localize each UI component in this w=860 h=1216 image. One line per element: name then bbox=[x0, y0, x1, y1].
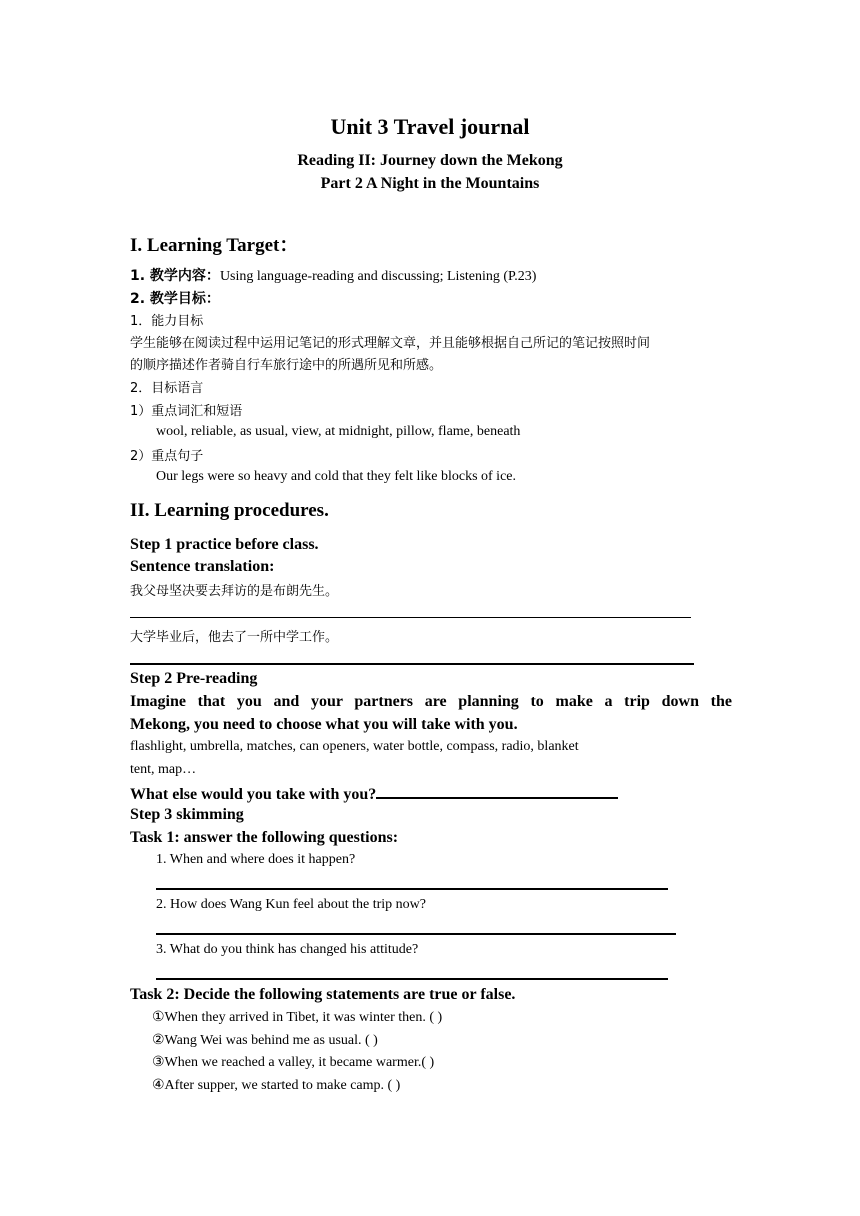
task1-heading: Task 1: answer the following questions: bbox=[130, 829, 399, 846]
teaching-content-label: 1. 教学内容： bbox=[130, 268, 220, 284]
section-heading-learning-target: I. Learning Target： bbox=[130, 235, 299, 256]
question-2: 2. How does Wang Kun feel about the trip now? bbox=[156, 897, 426, 912]
question-1-answer-line[interactable] bbox=[156, 888, 668, 890]
step2-heading: Step 2 Pre-reading bbox=[130, 670, 258, 687]
prereading-prompt-line1: Imagine that you and your partners are planning to make a trip down the bbox=[130, 693, 732, 710]
translation-sentence-1: 我父母坚决要去拜访的是布朗先生。 bbox=[130, 584, 339, 599]
question-2-answer-line[interactable] bbox=[156, 933, 676, 935]
teaching-content-text: Using language-reading and discussing; Listening (P.23) bbox=[219, 269, 537, 284]
statement-2: ②Wang Wei was behind me as usual. ( ) bbox=[152, 1033, 378, 1048]
what-else-answer-blank[interactable] bbox=[376, 783, 618, 799]
step3-heading: Step 3 skimming bbox=[130, 806, 244, 823]
statement-4: ④After supper, we started to make camp. ( ) bbox=[152, 1078, 401, 1093]
answer-line-1[interactable] bbox=[130, 617, 691, 618]
subtitle-reading: Reading II: Journey down the Mekong bbox=[297, 152, 563, 169]
subtitle-part: Part 2 A Night in the Mountains bbox=[320, 175, 540, 192]
vocab-heading: 1）重点词汇和短语 bbox=[130, 404, 243, 419]
ability-heading: 1．能力目标 bbox=[130, 314, 204, 329]
task2-heading: Task 2: Decide the following statements are true or false. bbox=[130, 986, 516, 1003]
items-list-line2: tent, map… bbox=[130, 762, 197, 777]
teaching-content-row bbox=[130, 265, 536, 285]
question-3: 3. What do you think has changed his attitude? bbox=[156, 942, 419, 957]
statement-3: ③When we reached a valley, it became warmer.( ) bbox=[152, 1055, 435, 1070]
section-heading-learning-procedures: II. Learning procedures. bbox=[130, 500, 329, 521]
page-title: Unit 3 Travel journal bbox=[330, 114, 530, 139]
step1-heading: Step 1 practice before class. bbox=[130, 536, 319, 553]
ability-text-line1: 学生能够在阅读过程中运用记笔记的形式理解文章，并且能够根据自己所记的笔记按照时间 bbox=[130, 336, 651, 351]
vocab-list: wool, reliable, as usual, view, at midnight, pillow, flame, beneath bbox=[156, 424, 521, 439]
sentence-translation-heading: Sentence translation: bbox=[130, 558, 275, 575]
items-list-line1: flashlight, umbrella, matches, can openers, water bottle, compass, radio, blanket bbox=[130, 739, 579, 754]
key-sentence: Our legs were so heavy and cold that they felt like blocks of ice. bbox=[156, 469, 516, 484]
teaching-goal-row bbox=[130, 288, 220, 308]
what-else-row bbox=[130, 783, 618, 804]
answer-line-2[interactable] bbox=[130, 663, 694, 665]
translation-sentence-2: 大学毕业后，他去了一所中学工作。 bbox=[130, 630, 339, 645]
ability-text-line2: 的顺序描述作者骑自行车旅行途中的所遇所见和所感。 bbox=[130, 358, 443, 373]
statement-1: ①When they arrived in Tibet, it was winter then. ( ) bbox=[152, 1010, 443, 1025]
teaching-goal-label: 2. 教学目标： bbox=[130, 291, 220, 307]
question-1: 1. When and where does it happen? bbox=[156, 852, 356, 867]
question-3-answer-line[interactable] bbox=[156, 978, 668, 980]
target-language-heading: 2．目标语言 bbox=[130, 381, 204, 396]
what-else-question: What else would you take with you? bbox=[130, 786, 377, 803]
prereading-prompt-line2: Mekong, you need to choose what you will take with you. bbox=[130, 716, 518, 733]
key-sentence-heading: 2）重点句子 bbox=[130, 449, 204, 464]
